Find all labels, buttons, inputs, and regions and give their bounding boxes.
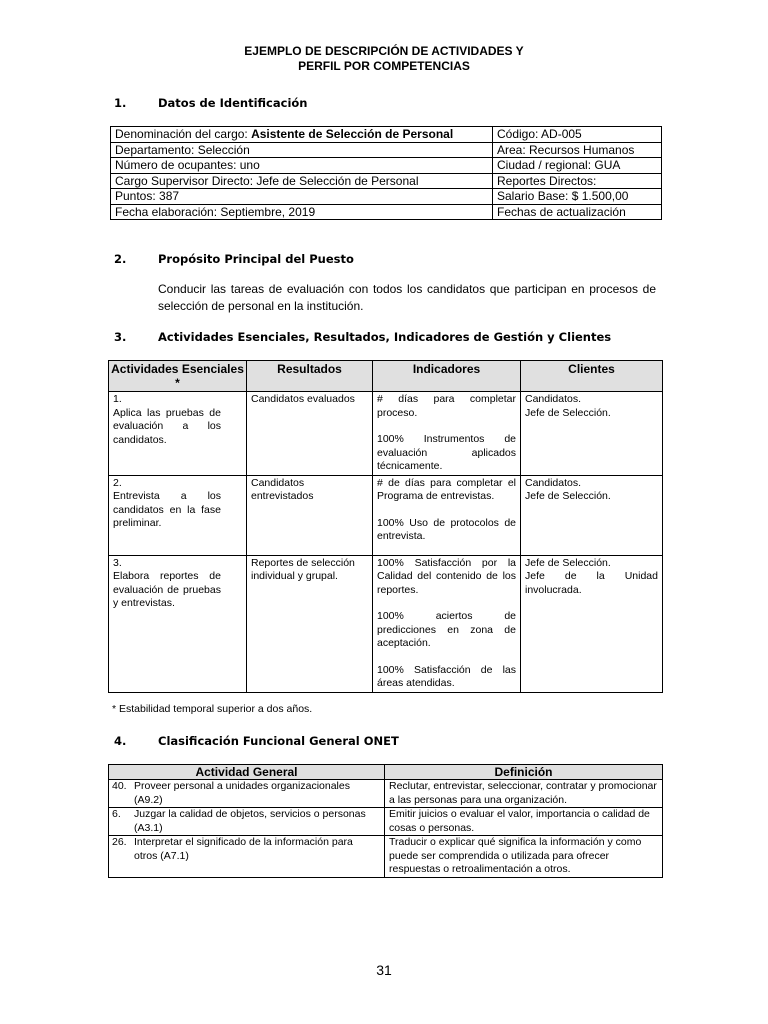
activity-cell bbox=[109, 475, 247, 555]
table-row bbox=[111, 127, 662, 143]
onet-header-row bbox=[109, 765, 663, 780]
general-activity-cell bbox=[109, 808, 385, 836]
indicator-text: 100% Satisfacción de las áreas atendidas. bbox=[377, 663, 516, 689]
table-row bbox=[109, 475, 663, 555]
definition-cell: Reclutar, entrevistar, seleccionar, contratar y promocionar a las personas para una organización. bbox=[385, 780, 663, 808]
identification-label: Puntos: 387 bbox=[115, 189, 180, 204]
table-row bbox=[109, 392, 663, 476]
activity-number: 3. bbox=[113, 556, 122, 569]
section4-title: Clasificación Funcional General ONET bbox=[158, 734, 399, 748]
identification-right-cell: Fechas de actualización bbox=[493, 204, 662, 220]
table-row bbox=[111, 173, 662, 189]
identification-table bbox=[110, 126, 662, 220]
onet-activity: Proveer personal a unidades organizacionales (A9.2) bbox=[134, 780, 350, 806]
indicator-text: # días para completar proceso. bbox=[377, 393, 516, 419]
identification-right-cell: Salario Base: $ 1.500,00 bbox=[493, 189, 662, 205]
activity-number: 1. bbox=[113, 393, 122, 405]
onet-table bbox=[108, 764, 663, 878]
table-row bbox=[109, 780, 663, 808]
client-text: Candidatos. bbox=[525, 393, 582, 405]
table-row bbox=[111, 142, 662, 158]
footnote: * Estabilidad temporal superior a dos años. bbox=[112, 703, 313, 715]
table-row bbox=[111, 204, 662, 220]
onet-code: 6. bbox=[112, 808, 121, 820]
identification-label: Cargo Supervisor Directo: Jefe de Selección de Personal bbox=[115, 173, 419, 188]
identification-label: Fecha elaboración: Septiembre, 2019 bbox=[115, 204, 316, 219]
activity-text: Aplica las pruebas de evaluación a los candidatos. bbox=[113, 406, 221, 446]
table-row bbox=[111, 189, 662, 205]
indicators-cell bbox=[373, 392, 521, 476]
activity-cell bbox=[109, 555, 247, 692]
header-definition: Definición bbox=[385, 765, 663, 780]
header-general-activity: Actividad General bbox=[109, 765, 385, 780]
identification-left-cell bbox=[111, 204, 493, 220]
document-title bbox=[0, 44, 768, 74]
section3-number: 3. bbox=[114, 330, 127, 344]
section3-heading bbox=[114, 330, 611, 344]
section4-number: 4. bbox=[114, 734, 127, 748]
section1-title: Datos de Identificación bbox=[158, 96, 308, 110]
identification-label: Número de ocupantes: uno bbox=[115, 158, 260, 173]
identification-left-cell bbox=[111, 127, 493, 143]
header-activities: Actividades Esenciales * bbox=[109, 361, 247, 392]
document-title-line1: EJEMPLO DE DESCRIPCIÓN DE ACTIVIDADES Y bbox=[244, 44, 524, 58]
activities-header-row bbox=[109, 361, 663, 392]
clients-cell bbox=[521, 555, 663, 692]
identification-left-cell bbox=[111, 173, 493, 189]
onet-activity: Interpretar el significado de la información para otros (A7.1) bbox=[134, 836, 353, 862]
client-text: Jefe de la Unidad involucrada. bbox=[525, 570, 658, 596]
activity-number: 2. bbox=[113, 476, 122, 489]
clients-cell bbox=[521, 392, 663, 476]
indicators-cell bbox=[373, 555, 521, 692]
identification-left-cell bbox=[111, 142, 493, 158]
onet-activity: Juzgar la calidad de objetos, servicios o personas (A3.1) bbox=[134, 808, 366, 834]
header-indicators: Indicadores bbox=[373, 361, 521, 392]
definition-cell: Emitir juicios o evaluar el valor, importancia o calidad de cosas o personas. bbox=[385, 808, 663, 836]
activity-text: Elabora reportes de evaluación de pruebas y entrevistas. bbox=[113, 570, 221, 609]
result-cell: Candidatos entrevistados bbox=[247, 475, 373, 555]
identification-label: Departamento: Selección bbox=[115, 142, 250, 157]
purpose-text: Conducir las tareas de evaluación con todos los candidatos que participan en procesos de selección de personal en la institución. bbox=[158, 282, 656, 313]
section1-number: 1. bbox=[114, 96, 127, 110]
table-row bbox=[109, 836, 663, 878]
result-cell: Candidatos evaluados bbox=[247, 392, 373, 476]
section3-title: Actividades Esenciales, Resultados, Indicadores de Gestión y Clientes bbox=[158, 330, 612, 344]
indicator-text: # de días para completar el Programa de entrevistas. bbox=[377, 476, 516, 502]
identification-left-cell bbox=[111, 189, 493, 205]
identification-value: Asistente de Selección de Personal bbox=[251, 127, 454, 142]
section2-number: 2. bbox=[114, 252, 127, 266]
section4-heading bbox=[114, 734, 399, 748]
client-text: Jefe de Selección. bbox=[525, 406, 611, 419]
table-row bbox=[111, 158, 662, 174]
page-number: 31 bbox=[376, 962, 392, 978]
identification-left-cell bbox=[111, 158, 493, 174]
client-text: Jefe de Selección. bbox=[525, 490, 611, 502]
identification-right-cell: Area: Recursos Humanos bbox=[493, 142, 662, 158]
general-activity-cell bbox=[109, 780, 385, 808]
activity-cell bbox=[109, 392, 247, 476]
client-text: Candidatos. bbox=[525, 476, 582, 489]
onet-code: 26. bbox=[112, 836, 127, 848]
indicator-text: 100% Satisfacción por la Calidad del contenido de los reportes. bbox=[377, 556, 516, 596]
general-activity-cell bbox=[109, 836, 385, 878]
identification-right-cell: Código: AD-005 bbox=[493, 127, 662, 143]
indicator-text: 100% aciertos de predicciones en zona de aceptación. bbox=[377, 610, 516, 649]
clients-cell bbox=[521, 475, 663, 555]
section2-title: Propósito Principal del Puesto bbox=[158, 252, 354, 266]
activities-table bbox=[108, 360, 663, 693]
indicators-cell bbox=[373, 475, 521, 555]
document-title-line2: PERFIL POR COMPETENCIAS bbox=[298, 59, 470, 73]
identification-right-cell: Ciudad / regional: GUA bbox=[493, 158, 662, 174]
client-text: Jefe de Selección. bbox=[525, 556, 611, 569]
result-cell: Reportes de selección individual y grupal. bbox=[247, 555, 373, 692]
definition-cell: Traducir o explicar qué significa la información y como puede ser comprendida o utilizada para ofrecer respuestas o retroalimentación a otros. bbox=[385, 836, 663, 878]
header-results: Resultados bbox=[247, 361, 373, 392]
indicator-text: 100% Instrumentos de evaluación aplicados técnicamente. bbox=[377, 433, 516, 472]
onet-code: 40. bbox=[112, 780, 127, 792]
table-row bbox=[109, 808, 663, 836]
section2-heading bbox=[114, 252, 354, 266]
identification-label: Denominación del cargo: bbox=[115, 127, 252, 142]
activity-text: Entrevista a los candidatos en la fase preliminar. bbox=[113, 490, 221, 529]
indicator-text: 100% Uso de protocolos de entrevista. bbox=[377, 516, 516, 542]
header-clients: Clientes bbox=[521, 361, 663, 392]
table-row bbox=[109, 555, 663, 692]
identification-right-cell: Reportes Directos: bbox=[493, 173, 662, 189]
section1-heading bbox=[114, 96, 307, 110]
